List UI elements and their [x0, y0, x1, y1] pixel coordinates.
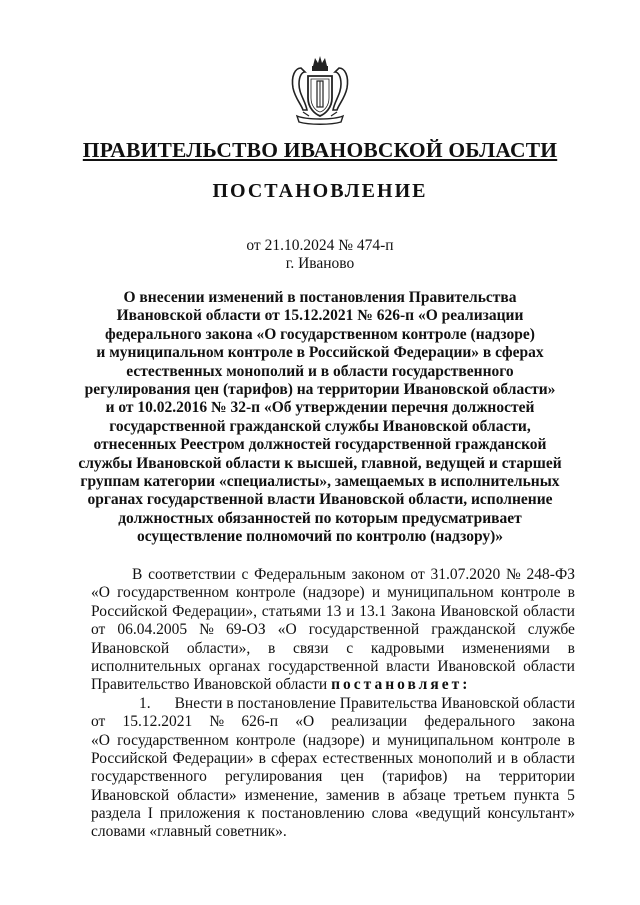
subject-line: осуществление полномочий по контролю (надзору)»	[136, 528, 504, 546]
word: к	[247, 805, 255, 823]
preamble-line	[91, 566, 575, 584]
preamble-line	[91, 584, 575, 602]
word: консультант»	[487, 805, 575, 823]
preamble-line	[91, 658, 575, 676]
word: Закона	[391, 602, 436, 620]
word: 13.1	[359, 602, 387, 620]
word: Федерации»	[172, 749, 254, 767]
word: кадровыми	[370, 639, 445, 657]
coat-of-arms-emblem	[287, 54, 353, 128]
preamble-line	[91, 621, 575, 639]
word: абзаце	[402, 786, 446, 804]
word: Федеральным	[254, 566, 346, 583]
word: Российской	[91, 602, 168, 620]
word: контроле	[500, 731, 561, 749]
word: области»,	[186, 639, 251, 657]
city: г. Иваново	[285, 255, 355, 272]
word: третьем	[453, 786, 506, 804]
item-line	[91, 768, 575, 786]
word: 06.04.2005	[117, 621, 188, 639]
word: Ивановской	[91, 639, 170, 657]
word: слова	[371, 805, 408, 823]
word: I	[147, 805, 153, 823]
word: государственной	[308, 621, 420, 639]
subject-line: и от 10.02.2016 № 32-п «Об утверждении перечня должностей	[105, 399, 535, 417]
word: 69-ОЗ	[226, 621, 266, 639]
word: изменениями	[461, 639, 550, 657]
word: области»	[177, 786, 237, 804]
word: естественных	[322, 749, 414, 767]
word: от	[410, 566, 425, 583]
subject-line: федерального закона «О государственном контроле (надзоре)	[105, 325, 535, 343]
word: и	[371, 584, 381, 602]
word: 248-ФЗ	[526, 566, 575, 583]
word: «О	[295, 713, 315, 731]
word: приложения	[159, 805, 241, 823]
word: с	[346, 639, 354, 657]
item-line	[91, 787, 575, 805]
word: связи	[293, 639, 329, 657]
word: №	[199, 621, 214, 639]
word: государственного	[91, 768, 207, 786]
word: области	[523, 749, 575, 767]
word: территории	[498, 768, 575, 786]
word: исполнительных	[91, 657, 202, 675]
word: контроле	[500, 584, 561, 602]
word: в	[387, 786, 395, 804]
word: от	[91, 621, 106, 639]
subject-line: должностных обязанностей по которым предусматривает	[118, 509, 522, 527]
word: контроле	[235, 584, 296, 602]
word: №	[506, 566, 521, 583]
word: пункта	[513, 786, 560, 804]
word: «О	[277, 621, 297, 639]
word: гражданской	[431, 621, 516, 639]
item-line	[91, 805, 575, 823]
word: раздела	[91, 805, 141, 823]
subject-line: Ивановской области от 15.12.2021 № 626-п «О реализации	[116, 307, 524, 325]
word: службе	[527, 621, 575, 639]
word: контроле	[235, 731, 296, 749]
word: цен	[340, 768, 364, 786]
word: «О	[91, 584, 110, 602]
word: «О	[91, 731, 110, 749]
subject-line: государственной гражданской службы Ивановской области,	[109, 417, 531, 435]
word: (надзоре)	[302, 584, 365, 602]
document-meta	[0, 237, 640, 273]
word: Федерации»,	[172, 602, 257, 620]
word: (тарифов)	[382, 768, 448, 786]
word: 5	[567, 786, 575, 804]
word: государственном	[117, 584, 229, 602]
subject-line: отнесенных Реестром должностей государственной гражданской	[93, 436, 547, 454]
word: сферах	[271, 749, 318, 767]
word: реализации	[331, 713, 408, 731]
word: области	[523, 657, 575, 675]
word: закона	[532, 713, 575, 731]
word: №	[209, 713, 225, 731]
subject-line: О внесении изменений в постановления Правительства	[123, 289, 517, 306]
word: федерального	[424, 713, 516, 731]
word: в	[567, 584, 575, 602]
subject-line: регулирования цен (тарифов) на территории Ивановской области»	[84, 381, 556, 399]
word: «ведущий	[414, 805, 481, 823]
word: в	[510, 749, 519, 767]
word: органах	[208, 657, 261, 675]
word: (надзоре)	[302, 731, 365, 749]
word: изменение,	[244, 786, 318, 804]
word: монополий	[418, 749, 493, 767]
word: муниципальном	[387, 584, 494, 602]
word: постановлению	[261, 805, 365, 823]
word: Ивановской	[440, 602, 519, 620]
word: 626-п	[241, 713, 279, 731]
word: регулирования	[225, 768, 323, 786]
item-line: словами «главный советник».	[91, 823, 287, 841]
subject-line: естественных монополий и в области государственного	[126, 362, 514, 380]
word: заменив	[325, 786, 380, 804]
word: и	[346, 602, 355, 620]
document-subject	[0, 289, 640, 547]
item-line	[91, 713, 575, 731]
word: на	[465, 768, 481, 786]
word: государственной	[268, 657, 379, 675]
date-number: от 21.10.2024 № 474-п	[246, 237, 394, 254]
word: Ивановской	[437, 657, 516, 675]
preamble-text: Правительство Ивановской области	[91, 676, 328, 694]
word: и	[371, 731, 381, 749]
word: от	[91, 713, 106, 731]
word: 13	[325, 602, 342, 620]
word: 15.12.2021	[122, 713, 193, 731]
item-line	[91, 732, 575, 750]
word: в	[567, 639, 575, 657]
word: области	[523, 602, 575, 620]
word: соответствии	[148, 566, 236, 583]
word: в	[258, 749, 266, 767]
item-text: Внести в постановление Правительства Ивановской области	[174, 694, 575, 712]
word: и	[497, 749, 506, 767]
organization-title: ПРАВИТЕЛЬСТВО ИВАНОВСКОЙ ОБЛАСТИ	[82, 138, 558, 162]
preamble-line	[91, 676, 575, 694]
word: 31.07.2020	[430, 566, 501, 583]
preamble-line	[91, 603, 575, 621]
item-line	[91, 695, 575, 713]
word: Российской	[91, 749, 168, 767]
subject-line: службы Ивановской области к высшей, главной, ведущей и старшей	[78, 454, 562, 472]
word: муниципальном	[387, 731, 494, 749]
document-body	[91, 566, 575, 842]
item-line	[91, 750, 575, 768]
item-number: 1.	[139, 694, 151, 712]
subject-line: и муниципальном контроле в Российской Федерации» в сферах	[96, 344, 544, 362]
preamble-line	[91, 640, 575, 658]
word: Ивановской	[91, 786, 170, 804]
subject-line: группам категории «специалисты», замещаемых в исполнительных	[80, 473, 560, 491]
resolve-word: постановляет:	[331, 676, 471, 694]
word: в	[268, 639, 276, 657]
document-type: ПОСТАНОВЛЕНИЕ	[212, 180, 428, 202]
word: государственном	[117, 731, 229, 749]
word: в	[567, 731, 575, 749]
subject-line: органах государственной власти Ивановской области, исполнение	[87, 491, 553, 509]
word: законом	[351, 566, 405, 583]
word: с	[241, 566, 249, 583]
word: В	[132, 566, 143, 583]
word: статьями	[261, 602, 322, 620]
word: власти	[386, 657, 430, 675]
